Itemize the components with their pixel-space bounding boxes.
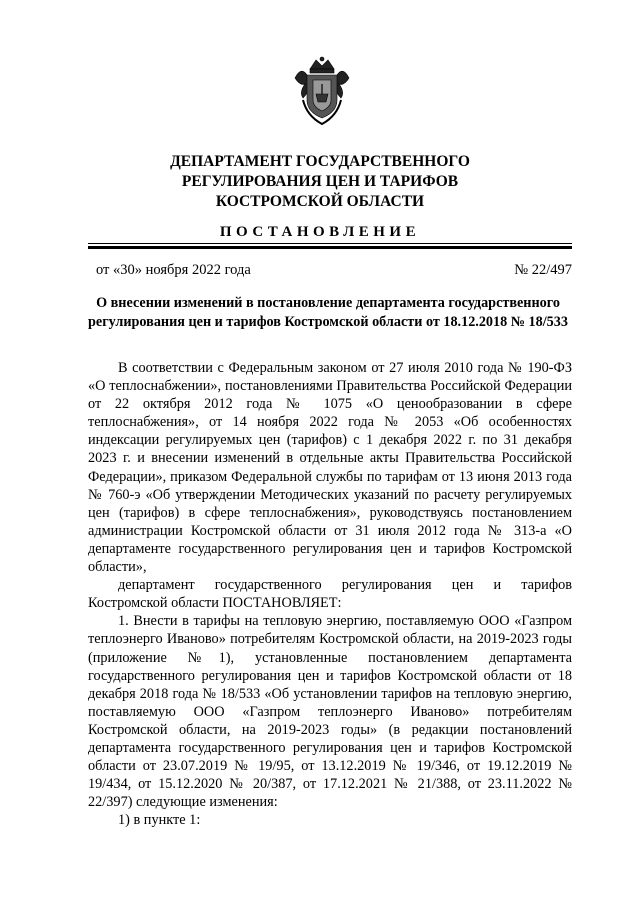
header-divider-thick <box>88 246 572 249</box>
item-1-paragraph: 1. Внести в тарифы на тепловую энергию, поставляемую ООО «Газпром теплоэнерго Иваново» потребителям Костромской области, на 2019-2023 годы (приложение №1), установленные постановлением департамента государственного регулирования цен и тарифов Костромской области от 18 декабря 2018 года № 18/533 «Об установлении тарифов на тепловую энергию, поставляемую ООО «Газпром теплоэнерго Иваново» потребителям Костромской области, на 2019-2023 годы» (в редакции постановлений департамента государственного регулирования цен и тарифов Костромской области от 23.07.2019 № 19/95, от 13.12.2019 № 19/346, от 19.12.2019 № 19/434, от 15.12.2020 № 20/387, от 17.12.2021 № 21/388, от 23.11.2022 № 22/397) следующие изменения: <box>88 613 572 811</box>
document-type-title: ПОСТАНОВЛЕНИЕ <box>219 224 421 240</box>
org-name-line-2: РЕГУЛИРОВАНИЯ ЦЕН И ТАРИФОВ <box>181 173 459 190</box>
header-divider-thin <box>88 243 572 244</box>
subitem-1-paragraph: 1) в пункте 1: <box>118 812 201 829</box>
organization-header <box>0 152 640 212</box>
subject-line-1: О внесении изменений в постановление департамента государственного <box>96 295 560 311</box>
resolution-paragraph: департамент государственного регулирования цен и тарифов Костромской области ПОСТАНОВЛЯЕТ: <box>88 577 572 612</box>
document-body <box>88 359 572 829</box>
org-name-line-1: ДЕПАРТАМЕНТ ГОСУДАРСТВЕННОГО <box>170 153 470 170</box>
org-name-line-3: КОСТРОМСКОЙ ОБЛАСТИ <box>215 193 425 210</box>
document-number: № 22/497 <box>514 262 572 278</box>
dateline <box>96 262 572 279</box>
document-date: от «30» ноября 2022 года <box>96 262 251 278</box>
coat-of-arms-icon <box>293 56 351 128</box>
subject-line-2: регулирования цен и тарифов Костромской области от 18.12.2018 № 18/533 <box>88 314 568 330</box>
preamble-paragraph: В соответствии с Федеральным законом от 27 июля 2010 года № 190-ФЗ «О теплоснабжении», постановлениями Правительства Российской Федерации от 22 октября 2012 года № 1075 «О ценообразовании в сфере теплоснабжения», от 14 ноября 2022 года № 2053 «Об особенностях индексации регулируемых цен (тарифов) с 1 декабря 2022 г. по 31 декабря 2023 г. и внесении изменений в отдельные акты Правительства Российской Федерации», приказом Федеральной службы по тарифам от 13 июня 2013 года № 760-э «Об утверждении Методических указаний по расчету регулируемых цен (тарифов) в сфере теплоснабжения», руководствуясь постановлением администрации Костромской области от 31 июля 2012 года № 313-а «О департаменте государственного регулирования цен и тарифов Костромской области», <box>88 360 572 576</box>
document-subject <box>82 294 574 332</box>
